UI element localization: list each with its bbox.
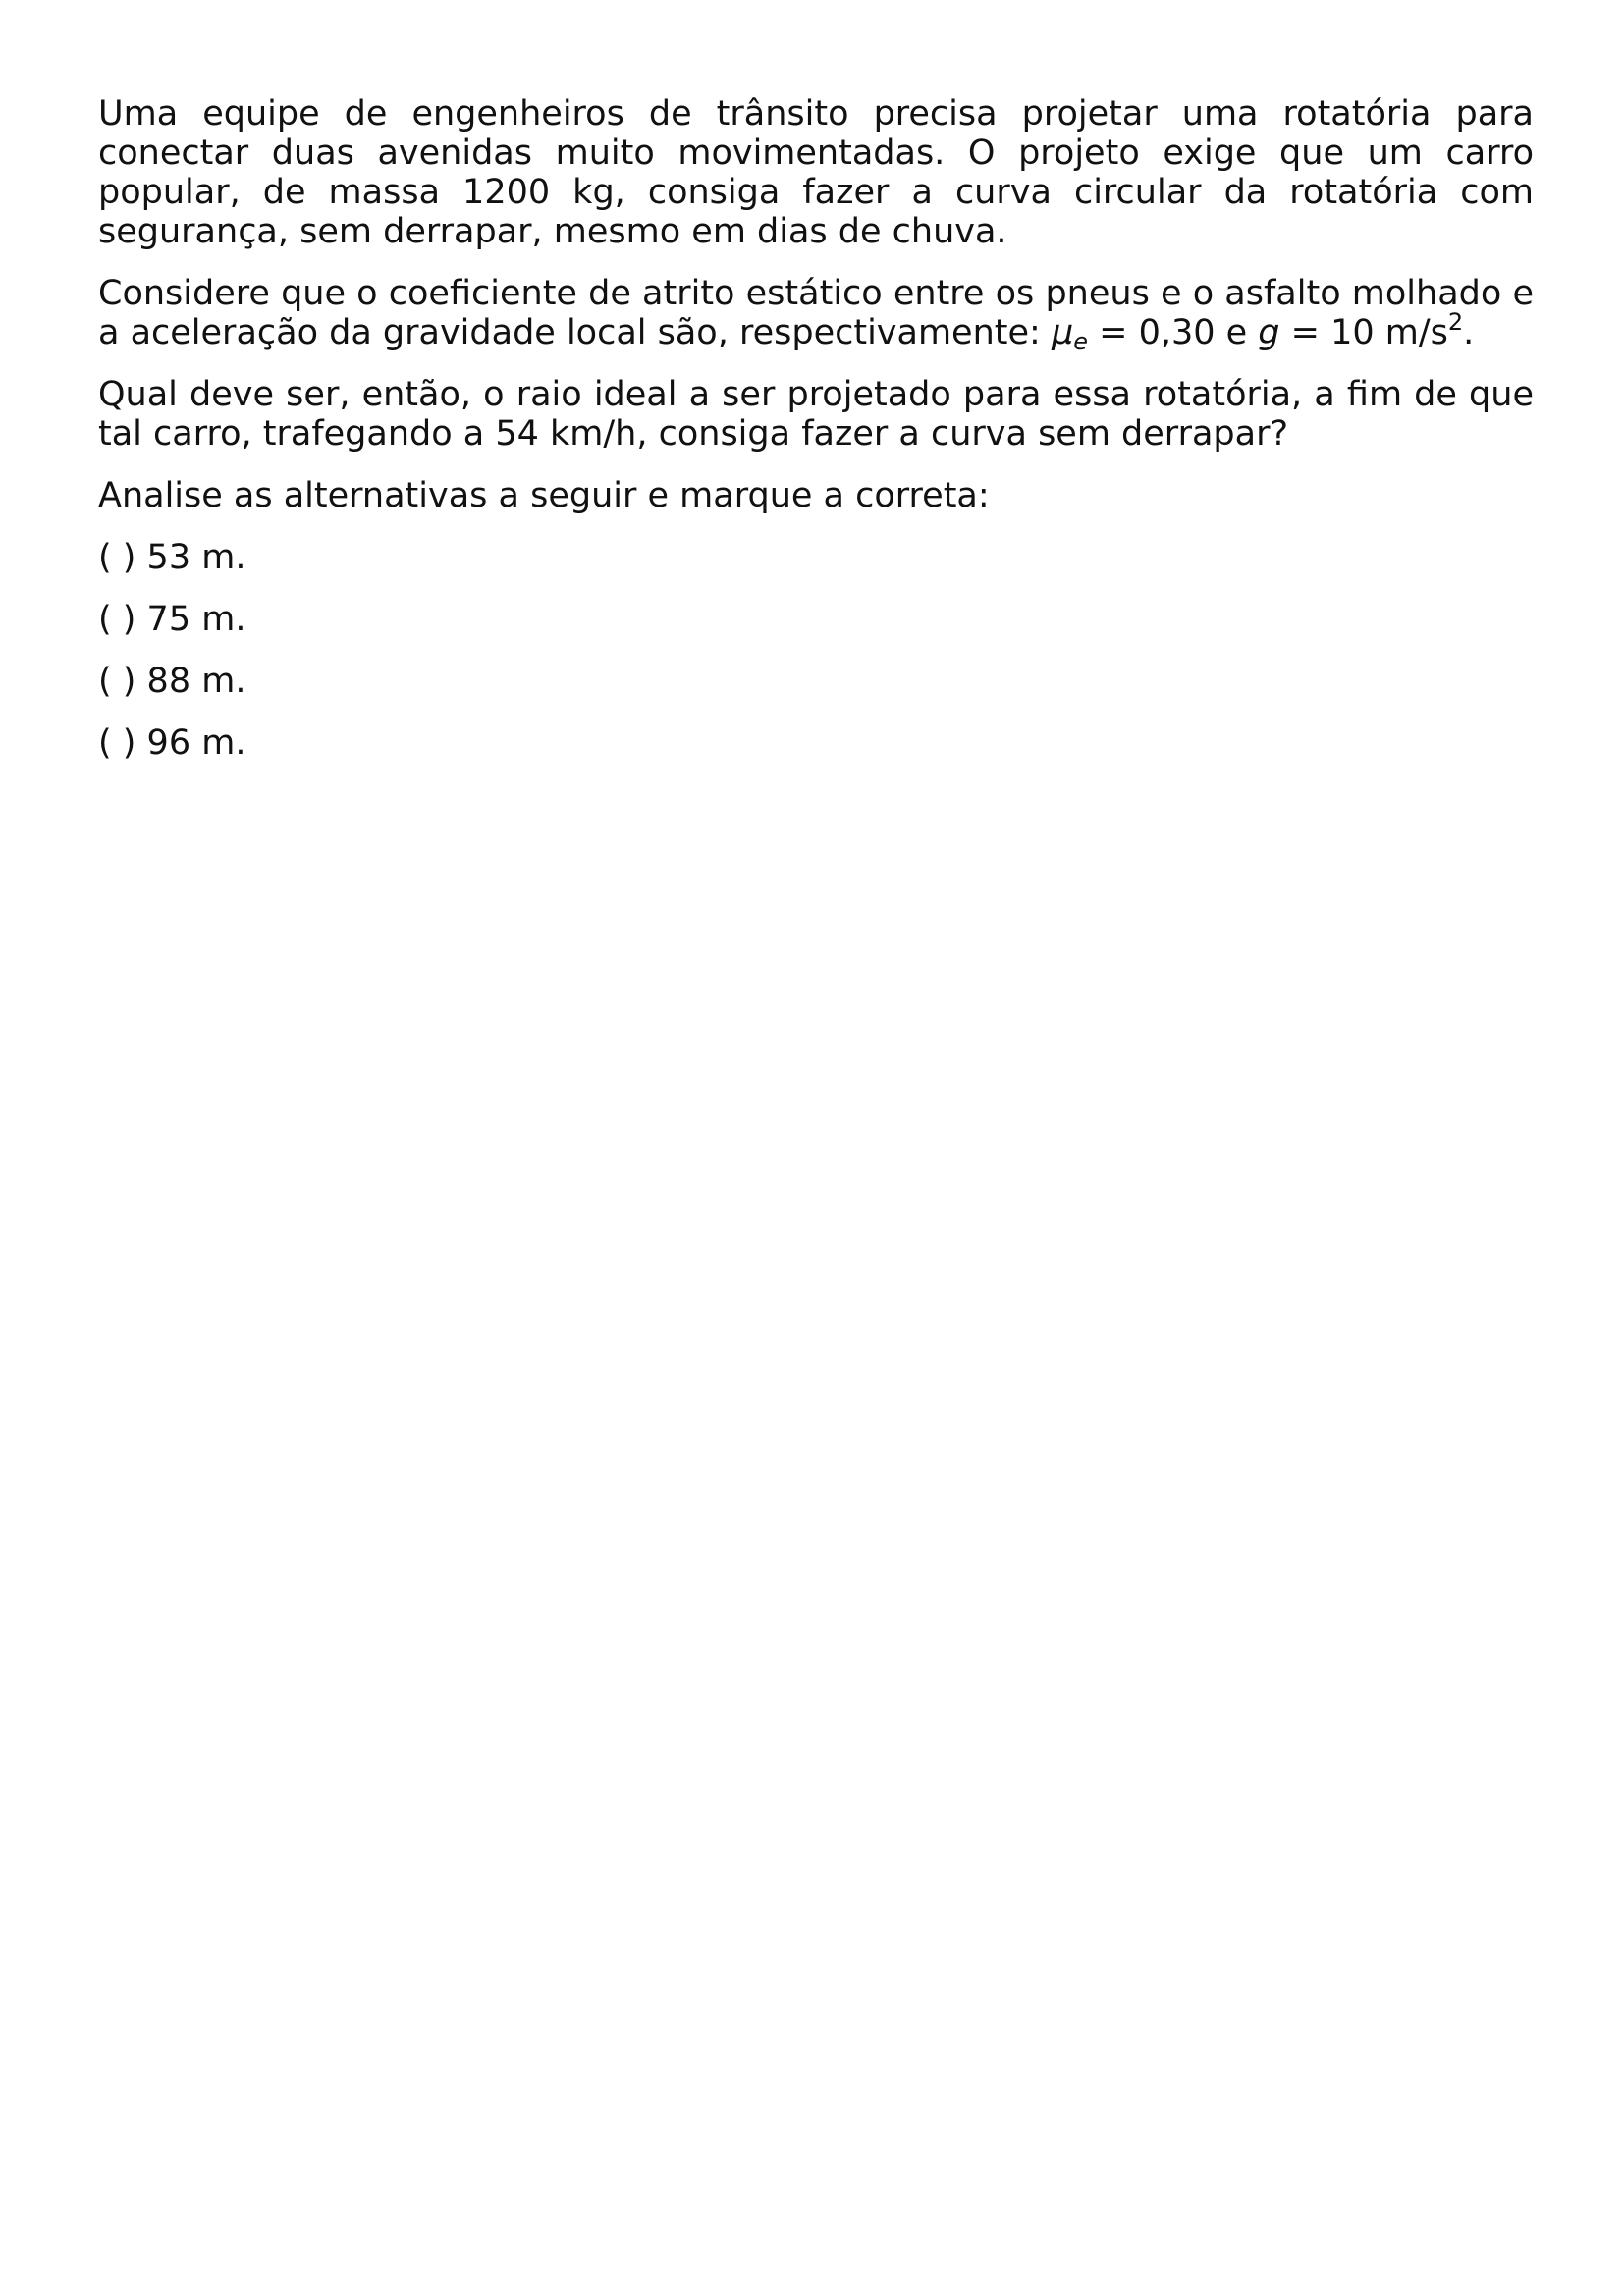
given-data-paragraph bbox=[98, 274, 1534, 355]
option-d[interactable]: ( ) 96 m. bbox=[98, 723, 246, 763]
option-a[interactable]: ( ) 53 m. bbox=[98, 538, 246, 577]
statement-paragraph: Uma equipe de engenheiros de trânsito precisa projetar uma rotatória para conectar duas avenidas muito movimentadas. O projeto exige que um carro popular, de massa 1200 kg, consiga fazer a curva circular da rotatória com segurança, sem derrapar, mesmo em dias de chuva. bbox=[98, 94, 1534, 251]
gravity-symbol: g bbox=[1258, 313, 1280, 352]
question-document bbox=[98, 94, 1534, 785]
gravity-value: = 10 m/s bbox=[1279, 313, 1448, 352]
given-data-end: . bbox=[1463, 313, 1475, 352]
option-b[interactable]: ( ) 75 m. bbox=[98, 600, 246, 639]
question-paragraph: Qual deve ser, então, o raio ideal a ser projetado para essa rotatória, a fim de que tal carro, trafegando a 54 km/h, consiga fazer a curva sem derrapar? bbox=[98, 375, 1534, 454]
friction-coefficient-symbol: μ bbox=[1051, 313, 1074, 352]
option-c[interactable]: ( ) 88 m. bbox=[98, 662, 246, 701]
gravity-exponent: 2 bbox=[1447, 308, 1464, 336]
friction-coefficient-value: = 0,30 e bbox=[1088, 313, 1259, 352]
given-data-text: Considere que o coeficiente de atrito estático entre os pneus e o asfalto molhado e a aceleração da gravidade local são, respectivamente: bbox=[98, 274, 1534, 352]
instruction-paragraph: Analise as alternativas a seguir e marque a correta: bbox=[98, 476, 990, 515]
friction-coefficient-subscript: e bbox=[1073, 328, 1088, 355]
